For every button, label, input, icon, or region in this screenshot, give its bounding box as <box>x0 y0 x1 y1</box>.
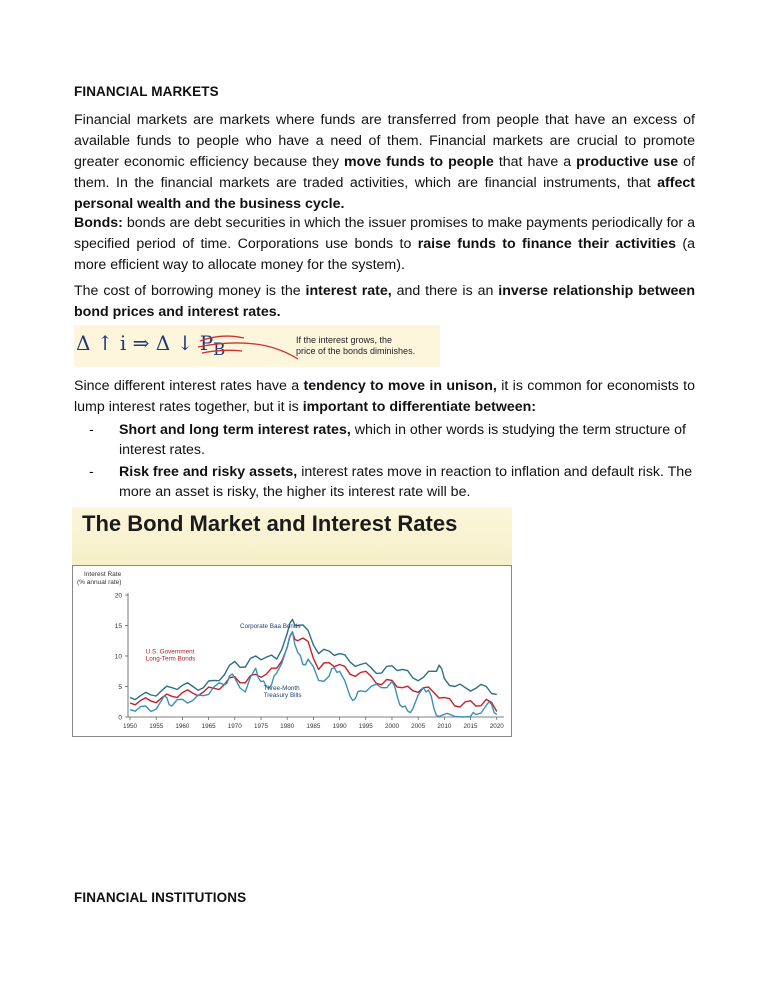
text-span: The cost of borrowing money is the <box>74 283 306 299</box>
bullet-dash: - <box>89 464 94 480</box>
chart-annotation: U.S. Government <box>145 648 195 656</box>
x-tick-label: 2015 <box>463 723 478 730</box>
note-line: price of the bonds diminishes. <box>296 345 416 356</box>
y-tick-label: 10 <box>114 653 122 661</box>
bullet-list <box>89 420 695 504</box>
bold-span: move funds to people <box>344 154 494 170</box>
bold-span: interest rate, <box>305 283 392 299</box>
text-span: Since different interest rates have a <box>74 378 304 394</box>
list-item <box>89 462 695 502</box>
x-tick-label: 1965 <box>201 723 216 730</box>
text-span: interest rates move in reaction to inflation and default risk. The more an asset is risky, the higher its interest rate will be. <box>119 464 693 500</box>
x-tick-label: 2000 <box>384 723 399 730</box>
bold-span: Bonds: <box>74 215 123 231</box>
y-tick-label: 20 <box>114 592 122 600</box>
text-span: (a more efficient way to allocate money for the system). <box>74 236 695 273</box>
section-heading-financial-institutions: FINANCIAL INSTITUTIONS <box>74 890 247 905</box>
x-tick-label: 1985 <box>306 723 321 730</box>
bold-span: affect personal wealth and the business cycle. <box>74 175 695 212</box>
chart-plot <box>72 565 512 737</box>
y-axis-label: Interest Rate <box>84 571 122 578</box>
chart-annotation: Three-Month <box>263 685 300 693</box>
x-tick-label: 1970 <box>227 723 242 730</box>
bold-span: inverse relationship between bond prices and interest rates. <box>74 283 695 320</box>
bold-span: raise funds to finance their activities <box>417 236 676 252</box>
formula-note <box>296 335 415 356</box>
chart-title: The Bond Market and Interest Rates <box>82 511 458 536</box>
x-tick-label: 1960 <box>175 723 190 730</box>
text-span: bonds are debt securities in which the issuer promises to make payments periodically for a specified period of time. Corporations use bonds to <box>74 215 695 252</box>
paragraph-interest-rate <box>74 281 695 323</box>
handwritten-arrow-icon <box>192 325 302 367</box>
y-tick-label: 15 <box>114 623 122 630</box>
x-tick-label: 1975 <box>253 723 268 730</box>
formula-text: Δ ↑ i ⇒ Δ ↓ P <box>76 331 214 355</box>
formula-image <box>74 325 440 367</box>
y-axis-label: (% annual rate) <box>77 579 122 586</box>
chart-banner <box>72 507 512 565</box>
text-span: and there is an <box>391 283 499 299</box>
bold-span: Risk free and risky assets, <box>119 464 298 480</box>
paragraph-unison <box>74 376 695 418</box>
paragraph-bonds <box>74 213 695 276</box>
chart-annotation: Treasury Bills <box>263 691 302 699</box>
section-heading-financial-markets: FINANCIAL MARKETS <box>74 84 219 99</box>
y-tick-label: 5 <box>118 684 122 691</box>
bold-span: tendency to move in unison, <box>303 378 497 394</box>
bold-span: Short and long term interest rates, <box>119 422 351 438</box>
formula-subscript: B <box>213 340 226 359</box>
list-item <box>89 420 695 460</box>
x-tick-label: 2010 <box>437 723 452 730</box>
x-tick-label: 1995 <box>358 723 373 730</box>
text-span: which in other words is studying the term structure of interest rates. <box>119 422 686 458</box>
y-tick-label: 0 <box>118 714 122 722</box>
text-span: Financial markets are markets where funds are transferred from people that have an excess of available funds to people who have a need of them. Financial markets are crucial to promote greater economic efficiency because they <box>74 112 695 170</box>
text-span: it is common for economists to lump interest rates together, but it is <box>74 378 695 415</box>
x-tick-label: 1950 <box>122 723 138 730</box>
text-span: of them. In the financial markets are traded activities, which are financial instruments, that <box>74 154 695 191</box>
chart-annotation: Long-Term Bonds <box>145 655 196 663</box>
note-line: If the interest grows, the <box>296 335 393 345</box>
interest-rate-chart <box>72 507 512 737</box>
x-tick-label: 2020 <box>489 723 504 730</box>
x-tick-label: 2005 <box>411 723 426 730</box>
x-tick-label: 1990 <box>332 723 347 730</box>
x-tick-label: 1955 <box>149 723 164 730</box>
x-tick-label: 1980 <box>280 723 295 730</box>
chart-frame <box>73 566 512 737</box>
bold-span: important to differentiate between: <box>302 399 537 415</box>
chart-annotation: Corporate Baa Bonds <box>240 622 301 630</box>
text-span: that have a <box>493 154 577 170</box>
bold-span: productive use <box>576 154 679 170</box>
paragraph-financial-markets <box>74 110 695 215</box>
bullet-dash: - <box>89 422 94 438</box>
